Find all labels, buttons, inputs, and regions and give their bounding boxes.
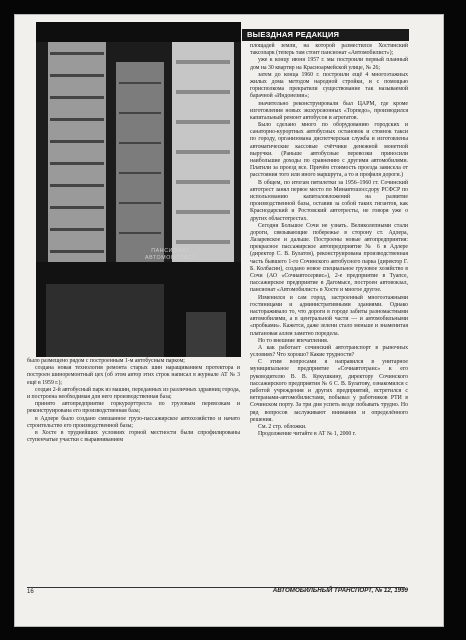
paragraph: значительно реконструировали был ЦАРМ, где кроме изготовления новых экскурсионных «Торпедо», производился капитальный ремонт автобусов и агрегатов. <box>250 100 408 121</box>
building-photo <box>36 22 241 357</box>
paragraph: уже к концу июня 1957 г. мы построили первый планный дом на 30 квартир на Красноармейской улице, № 26; <box>250 57 408 71</box>
right-article-column <box>250 43 408 438</box>
paragraph: Изменился и сам город, застроенный многоэтажными гостиницами и административными зданиями. Однако настораживало то, что дороги в городе забиты разномастными автомобилями, а в центральной части — и автомобильными «пробками». Кажется, даже зелени стало меньше и знаменитая платановая аллея заметно поредела. <box>250 294 408 337</box>
paragraph: В общем, по итогам пятилетки за 1956–1960 гг. Сочинский автотрест занял первое место по Минавтошоссдору РСФСР по использованию капиталовложений на развитие производственной базы, оставив за собой таких гигантов, как Краснодарский и Ростовский автотресты, не говоря уже о других областотрестах. <box>250 179 408 222</box>
paragraph: принято автопредприятие горкурорттреста по грузовым перевозкам и реконструирована его производственная база; <box>27 401 240 415</box>
paragraph: создан 2-й автобусный парк из машин, переданных из различных здравниц города, и построена необходимая для него производственная база; <box>27 386 240 400</box>
paragraph: создана новая технология ремонта старых шин наращиванием протектора и построен шиноремонтный цех (об этом автор этих строк написал в журнале АТ № 3 ещё в 1959 г.); <box>27 365 240 386</box>
page-number: 16 <box>27 589 34 595</box>
paragraph: в Адлере было создано смешанное грузо-пассажирское автохозяйство и начато строительство его производственной базы; <box>27 415 240 429</box>
paragraph: Продолжение читайте в АТ № 1, 2000 г. <box>258 431 356 438</box>
paragraph: С этим вопросами я направился в унитарное муниципальное предприятие «Сочиавтотранс» к его руководителю В. В. Кукушкину, директору Сочинского пассажирского предприятия № 6 С. В. Булатову, ознакомился с работой учреждения и других предприятий, встретился с ветеранами-автомобилистами, побывал у работников РТИ в Сочинском порту. За три дня успеть везде побывать трудно. Но ряд вопросов заслуживают внимания и определённого решения. <box>250 359 408 423</box>
paragraph: См. 2 стр. обложки. <box>258 423 307 430</box>
section-heading: ВЫЕЗДНАЯ РЕДАКЦИЯ <box>242 29 409 41</box>
pansionat-sign: ПАНСИОНАТ АВТОМОБИЛИСТ <box>145 248 197 262</box>
paragraph: Было сделано много по оборудованию городских и санаторно-курортных автобусных остановок и стоянок такси по городу, организована диспетчерская служба и изготовлены автоматические кассовые счётчики денежной монетной выручки. (Раньше автобусные перевозки приносили наибольшие доходы по сравнению с другими автомобилями. Платили за проезд все. Причём стоимость проезда зависела от расстояния того или иного маршрута, а то и профиля дороги.) <box>250 122 408 179</box>
paragraph: площадей земли, на которой разместился Хостинский таксопарк (теперь там стоит пансионат «Автомобилист»); <box>250 43 408 57</box>
paragraph: затем до конца 1960 г. построили ещё 4 многоэтажных жилых дома методом народной стройки, и с помощью горисполкома прекратили существование так называемой барачной «Индонезии»; <box>250 71 408 100</box>
paragraph: было размещено рядом с построенным 1-м автобусным парком; <box>27 358 185 364</box>
paragraph: Сегодня Большое Сочи не узнать. Великолепными стали дороги, связывающие побережье в сторону ст. Адлера, Лазаревское и дальше. Построены новые автопредприятия: прекрасное пассажирское автопредприятие № 6 в Адлере (директор С. В. Булатов), реконструирована производственная часть бывшего 1-го Сочинского автобусного парка (директор Г. Б. Колбасин), создано новое специальное грузовое хозяйство в Сочи (АО «Сочиавтосервис»), 2-е предприятие в Туапсе, пассажирское предприятие в Дагомысе, построен автовокзал, пансионат «Автомобилист» в Хосте и многое другое. <box>250 222 408 294</box>
paragraph: А как работает сочинский автотранспорт в рыночных условиях? Что хорошо? Какие трудности? <box>250 344 408 359</box>
left-article-column <box>27 358 240 444</box>
paragraph: Но то внешние впечатления. <box>258 337 329 344</box>
paragraph: в Хосте в труднейших условиях горной местности были спрофилированы ступенчатые участки с выравниванием <box>27 429 240 444</box>
magazine-issue: АВТОМОБИЛЬНЫЙ ТРАНСПОРТ, № 12, 1999 <box>272 587 408 594</box>
